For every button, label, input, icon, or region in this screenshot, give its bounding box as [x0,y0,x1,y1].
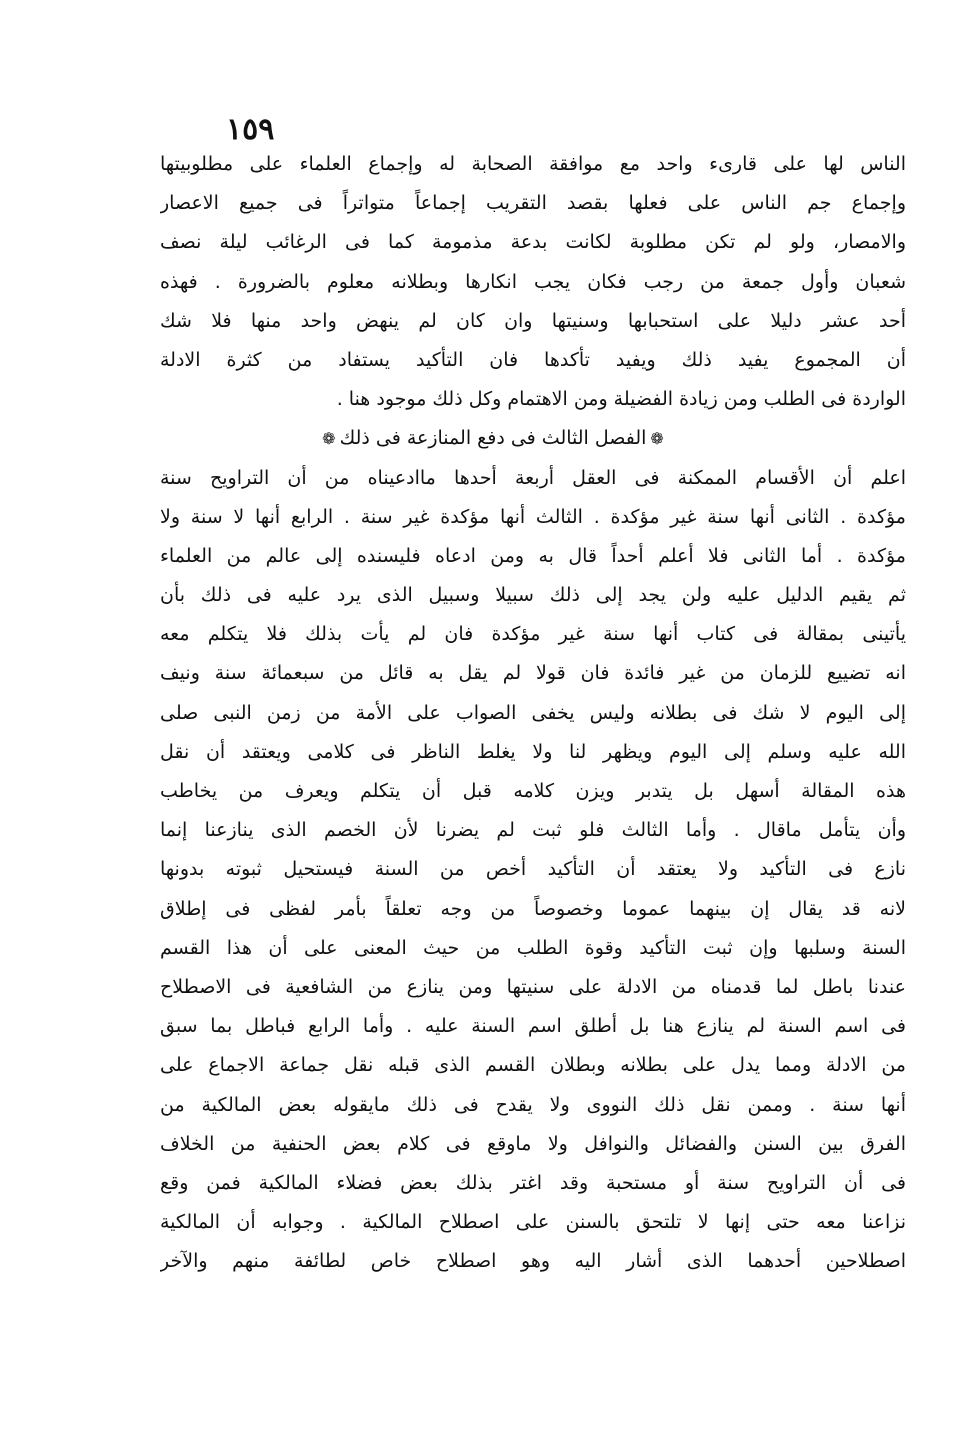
text-line: والامصار، ولو لم تكن مطلوبة لكانت بدعة مذمومة كما فى الرغائب ليلة نصف [160,231,906,254]
text-line: وإجماع جم الناس على فعلها بقصد التقريب إجماعاً متواتراً فى جميع الاعصار [160,192,906,215]
text-line: فى اسم السنة لم ينازع هنا بل أطلق اسم السنة عليه . وأما الرابع فباطل بما سبق [160,1015,906,1038]
text-line: أن المجموع يفيد ذلك ويفيد تأكدها فان التأكيد يستفاد من كثرة الادلة [160,348,906,371]
text-line: شعبان وأول جمعة من رجب فكان يجب انكارها وبطلانه معلوم بالضرورة . فهذه [160,270,906,293]
text-line: أنها سنة . وممن نقل ذلك النووى ولا يقدح فى ذلك مايقوله بعض المالكية من [160,1093,906,1116]
text-line: مؤكدة . الثانى أنها سنة غير مؤكدة . الثالث أنها مؤكدة غير سنة . الرابع أنها لا سنة ولا [160,505,906,528]
text-line: وأن يتأمل ماقال . وأما الثالث فلو ثبت لم يضرنا لأن الخصم الذى ينازعنا إنما [160,819,906,842]
text-line: يأتينى بمقالة فى كتاب أنها سنة غير مؤكدة فان لم يأت بذلك فلا يتكلم معه [160,623,906,646]
ornament-flower-icon: ❁ [322,429,336,449]
text-line: نازع فى التأكيد ولا يعتقد أن التأكيد أخص من السنة فيستحيل ثبوته بدونها [160,858,906,881]
text-line: أحد عشر دليلا على استحبابها وسنيتها وان كان لم ينهض واحد منها فلا شك [160,309,906,332]
text-line: الواردة فى الطلب ومن زيادة الفضيلة ومن الاهتمام وكل ذلك موجود هنا . [336,388,906,411]
text-line: اصطلاحين أحدهما الذى أشار اليه وهو اصطلاح خاص لطائفة منهم والآخر [160,1250,906,1273]
text-line: الله عليه وسلم إلى اليوم ويظهر لنا ولا يغلط الناظر فى كلامى ويعتقد أن نقل [160,740,906,763]
text-line: عندنا باطل لما قدمناه من الادلة على سنيتها ومن ينازع من الشافعية فى الاصطلاح [160,975,906,998]
text-line: من الادلة ومما يدل على بطلانه وبطلان القسم الذى قبله نقل جماعة الاجماع على [160,1054,906,1077]
text-line: مؤكدة . أما الثانى فلا أعلم أحداً قال به ومن ادعاه فليسنده إلى عالم من العلماء [160,544,906,567]
text-line: لانه قد يقال إن بينهما عموما وخصوصاً من وجه تعلقاً بأمر لفظى فى إطلاق [160,897,906,920]
text-line: اعلم أن الأقسام الممكنة فى العقل أربعة أحدها ماادعيناه من أن التراويح سنة [160,466,906,489]
ornament-flower-icon: ❁ [650,429,664,449]
text-line: إلى اليوم لا شك فى بطلانه وليس يخفى الصواب على الأمة من زمن النبى صلى [160,701,906,724]
text-line: هذه المقالة أسهل بل يتدبر ويزن كلامه قبل أن يتكلم ويعرف من يخاطب [160,780,906,802]
section-title: الفصل الثالث فى دفع المنازعة فى ذلك [339,427,647,450]
text-line: فى أن التراويح سنة أو مستحبة وقد اغتر بذلك بعض فضلاء المالكية فمن وقع [160,1171,906,1194]
text-line: الفرق بين السنن والفضائل والنوافل ولا ماوقع فى كلام بعض الحنفية من الخلاف [160,1132,906,1155]
text-line: نزاعنا معه حتى إنها لا تلتحق بالسنن على اصطلاح المالكية . وجوابه أن المالكية [160,1211,906,1234]
text-line: انه تضييع للزمان من غير فائدة فان قولا لم يقل به قائل من سبعمائة سنة ونيف [160,662,906,685]
page-number: ١٥٩ [226,112,275,147]
section-heading [160,419,906,458]
page-text [160,145,906,1281]
text-line: ثم يقيم الدليل عليه ولن يجد إلى ذلك سبيلا وسبيل الذى يرد عليه فى ذلك بأن [160,584,906,607]
text-line: السنة وسلبها وإن ثبت التأكيد وقوة الطلب من حيث المعنى على أن هذا القسم [160,936,906,959]
text-line: الناس لها على قارىء واحد مع موافقة الصحابة له وإجماع العلماء على مطلوبيتها [160,153,906,175]
